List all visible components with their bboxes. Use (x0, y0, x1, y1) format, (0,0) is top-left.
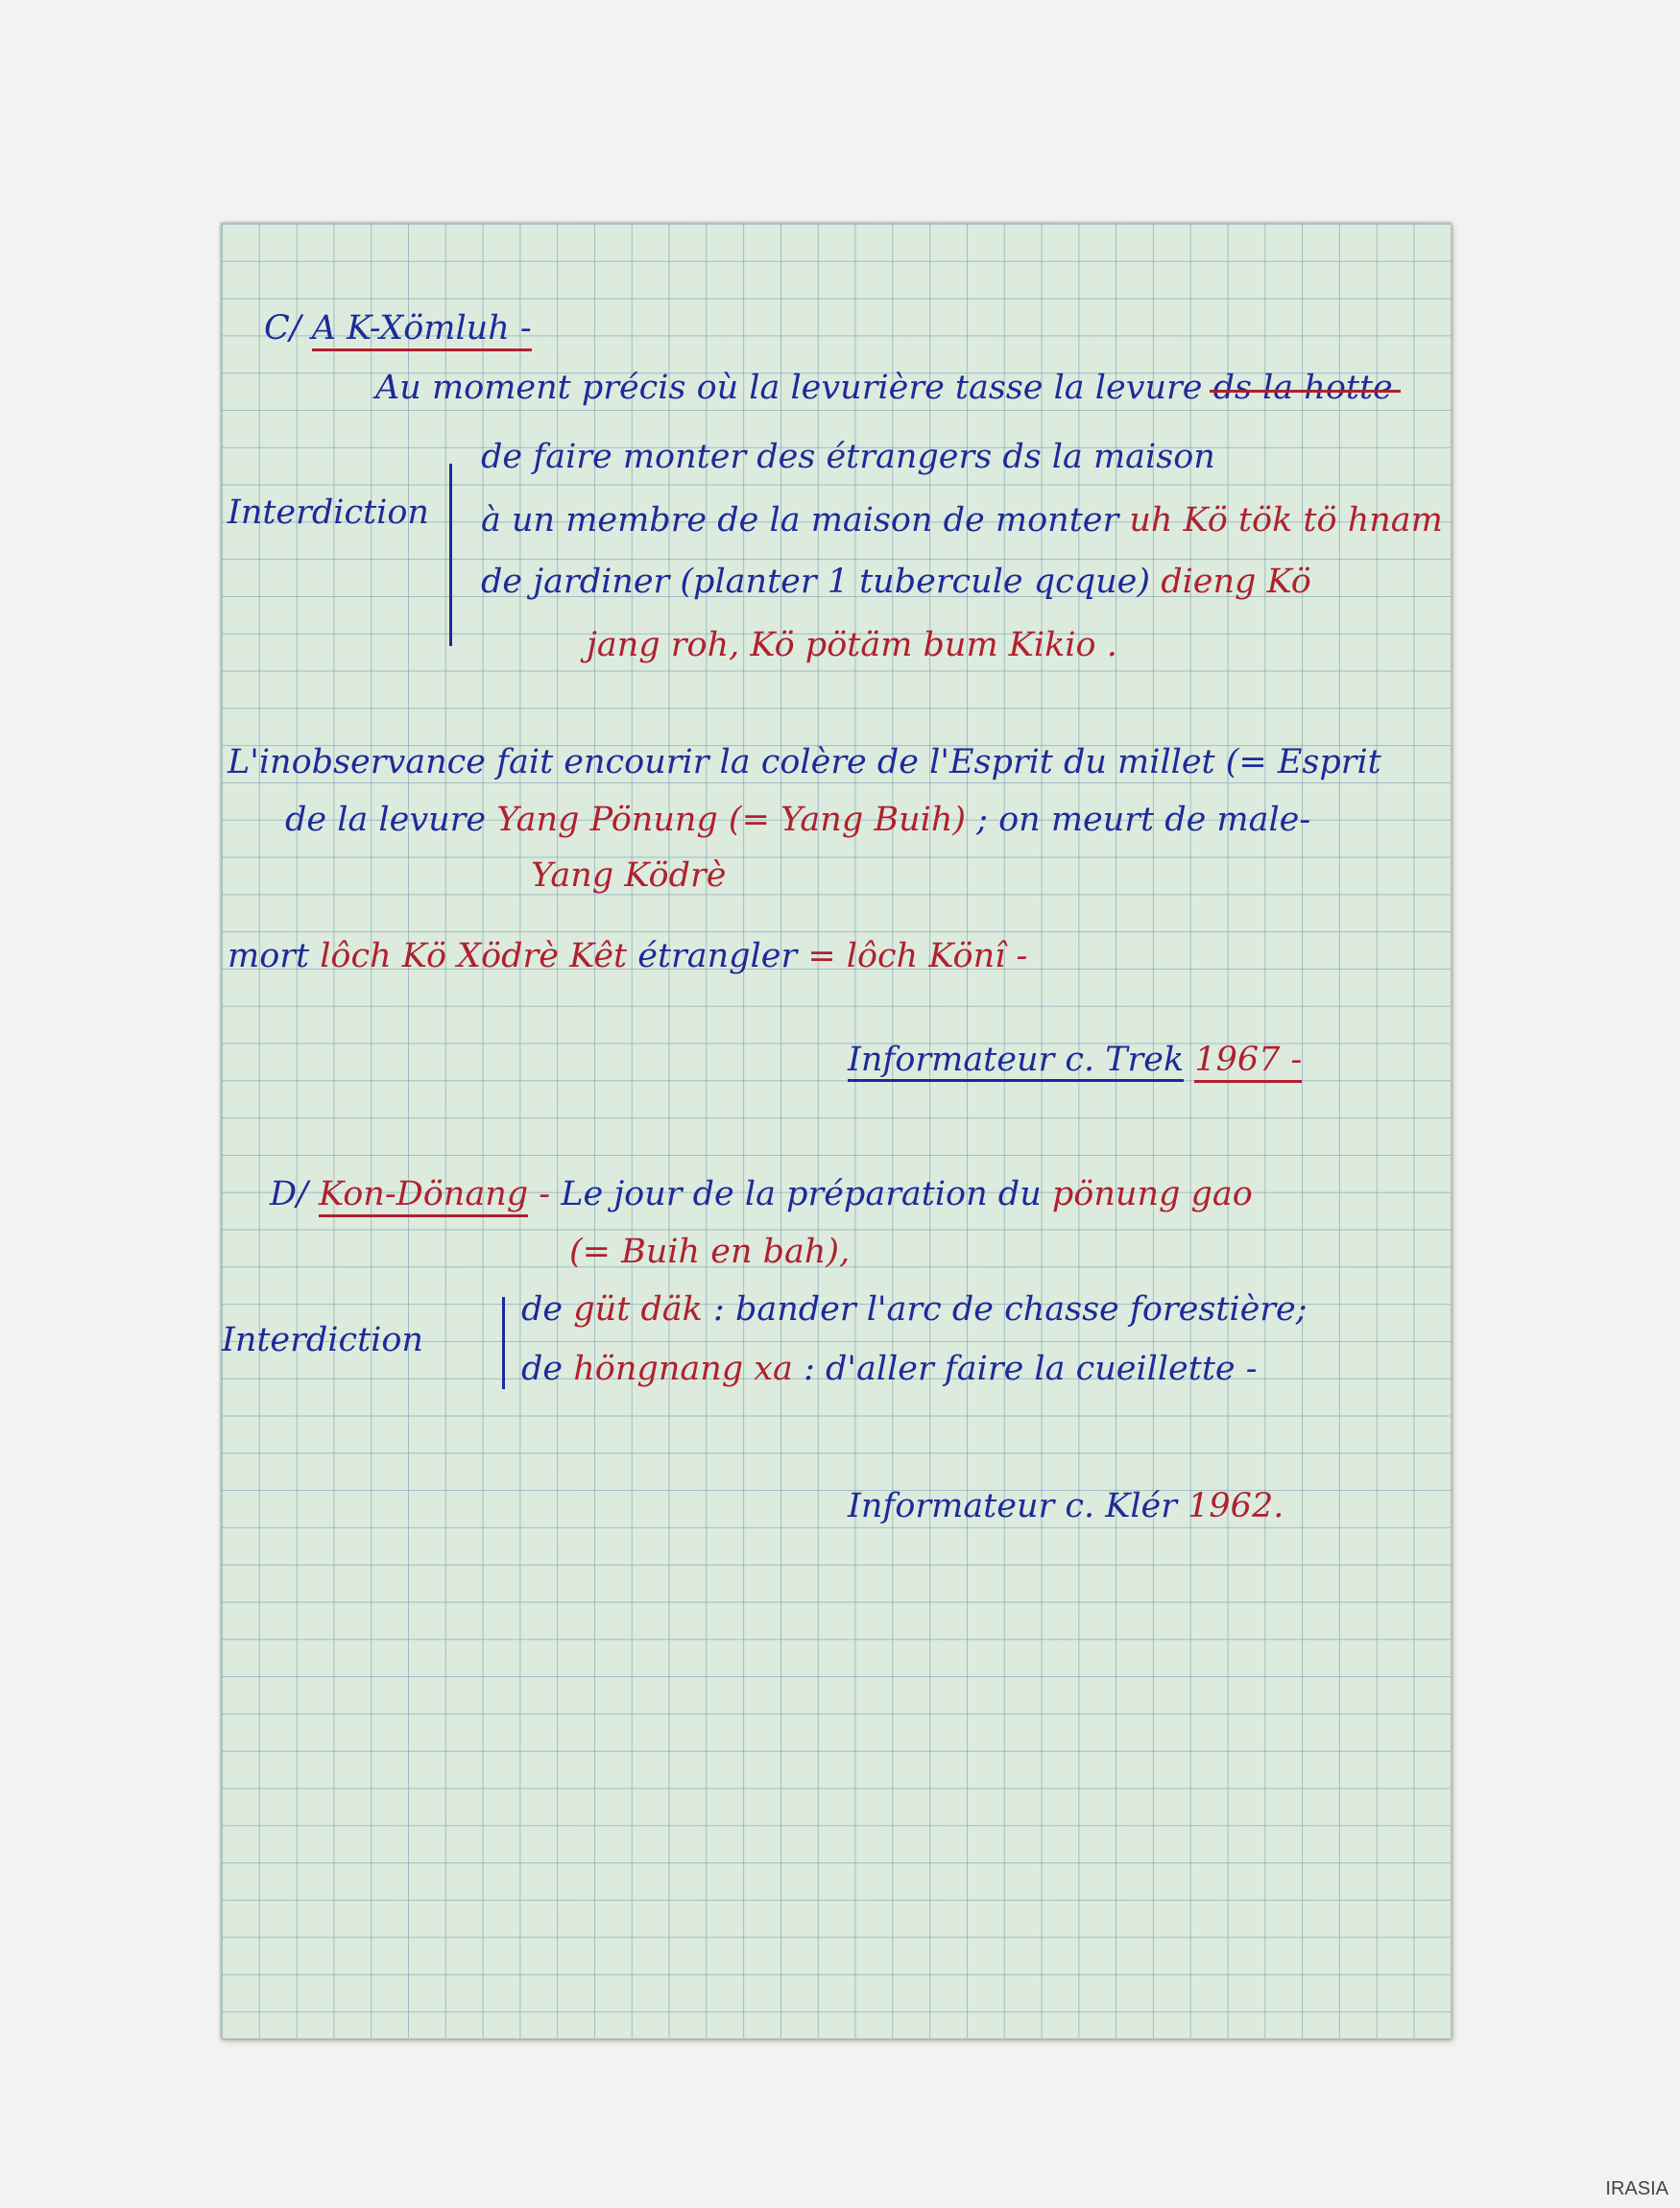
section-d-item-2-tail: : d'aller faire la cueillette - (804, 1350, 1258, 1388)
section-d-item-1-red: güt däk (573, 1290, 703, 1329)
section-d-dash: - (539, 1175, 551, 1213)
obs-line-2-blue: de la levure (285, 801, 487, 839)
section-d-item-1-tail: : bander l'arc de chasse forestière; (713, 1290, 1308, 1329)
section-c-item-2-text: à un membre de la maison de monter (481, 501, 1119, 540)
index-card (221, 223, 1452, 2039)
section-c-interdiction-label: Interdiction (228, 493, 429, 532)
obs-line-4 (228, 936, 1027, 976)
obs-line-3: Yang Ködrè (531, 856, 727, 895)
section-d-interdiction-label: Interdiction (222, 1321, 423, 1359)
section-d-text-red: pönung gao (1051, 1175, 1253, 1213)
section-d-title: Kon-Dönang (319, 1175, 528, 1217)
obs-line-4-blue: mort (228, 937, 310, 975)
section-d-informant-name: Informateur c. Klér (848, 1487, 1177, 1525)
section-c-item-3 (481, 562, 1311, 602)
obs-line-4-red: lôch Kö Xödrè Kêt (320, 937, 628, 975)
section-c-item-3-red: dieng Kö (1161, 563, 1311, 601)
section-c-intro-text: Au moment précis où la levurière tasse la levure (375, 369, 1203, 407)
section-d-item-2-blue: de (521, 1350, 564, 1388)
section-c-informant (848, 1040, 1302, 1080)
watermark-label: IRASIA (1605, 2178, 1668, 2199)
obs-line-2 (285, 800, 1310, 840)
section-d-item-1-blue: de (521, 1290, 564, 1329)
section-d-text: Le jour de la préparation du (561, 1175, 1042, 1213)
section-c-informant-name: Informateur c. Trek (848, 1041, 1184, 1082)
section-c-prefix: C/ (264, 309, 301, 348)
obs-line-2-tail: ; on meurt de male- (976, 801, 1311, 839)
section-c-item-2 (481, 500, 1443, 540)
section-c-item-3-text: de jardiner (planter 1 tubercule qcque) (481, 563, 1151, 601)
section-d-informant-year: 1962. (1188, 1487, 1284, 1525)
obs-line-2-red: Yang Pönung (= Yang Buih) (496, 801, 967, 839)
section-c-item-2-red: uh Kö tök tö hnam (1129, 501, 1443, 540)
obs-line-1: L'inobservance fait encourir la colère de l'Esprit du millet (= Esprit (228, 743, 1381, 781)
section-c-heading (264, 308, 532, 348)
obs-line-4-red2: = lôch Könî - (807, 937, 1028, 975)
section-d-item-1 (521, 1289, 1308, 1330)
section-c-intro (375, 368, 1393, 408)
section-c-informant-year: 1967 - (1194, 1041, 1302, 1083)
section-c-item-1: de faire monter des étrangers ds la maison (481, 438, 1215, 476)
section-c-title: A K-Xömluh - (312, 309, 532, 351)
section-d-heading (270, 1174, 1253, 1214)
section-c-brace (449, 464, 452, 646)
section-d-brace (502, 1297, 505, 1389)
section-d-paren: (= Buih en bah), (569, 1233, 851, 1271)
section-c-item-4: jang roh, Kö pötäm bum Kikio . (587, 626, 1117, 664)
section-d-item-2 (521, 1349, 1258, 1389)
obs-line-4-blue2: étrangler (637, 937, 798, 975)
section-d-item-2-red: höngnang xa (573, 1350, 793, 1388)
section-c-intro-struck: ds la hotte (1212, 369, 1393, 407)
section-d-prefix: D/ (270, 1175, 308, 1213)
section-d-informant (848, 1486, 1284, 1526)
